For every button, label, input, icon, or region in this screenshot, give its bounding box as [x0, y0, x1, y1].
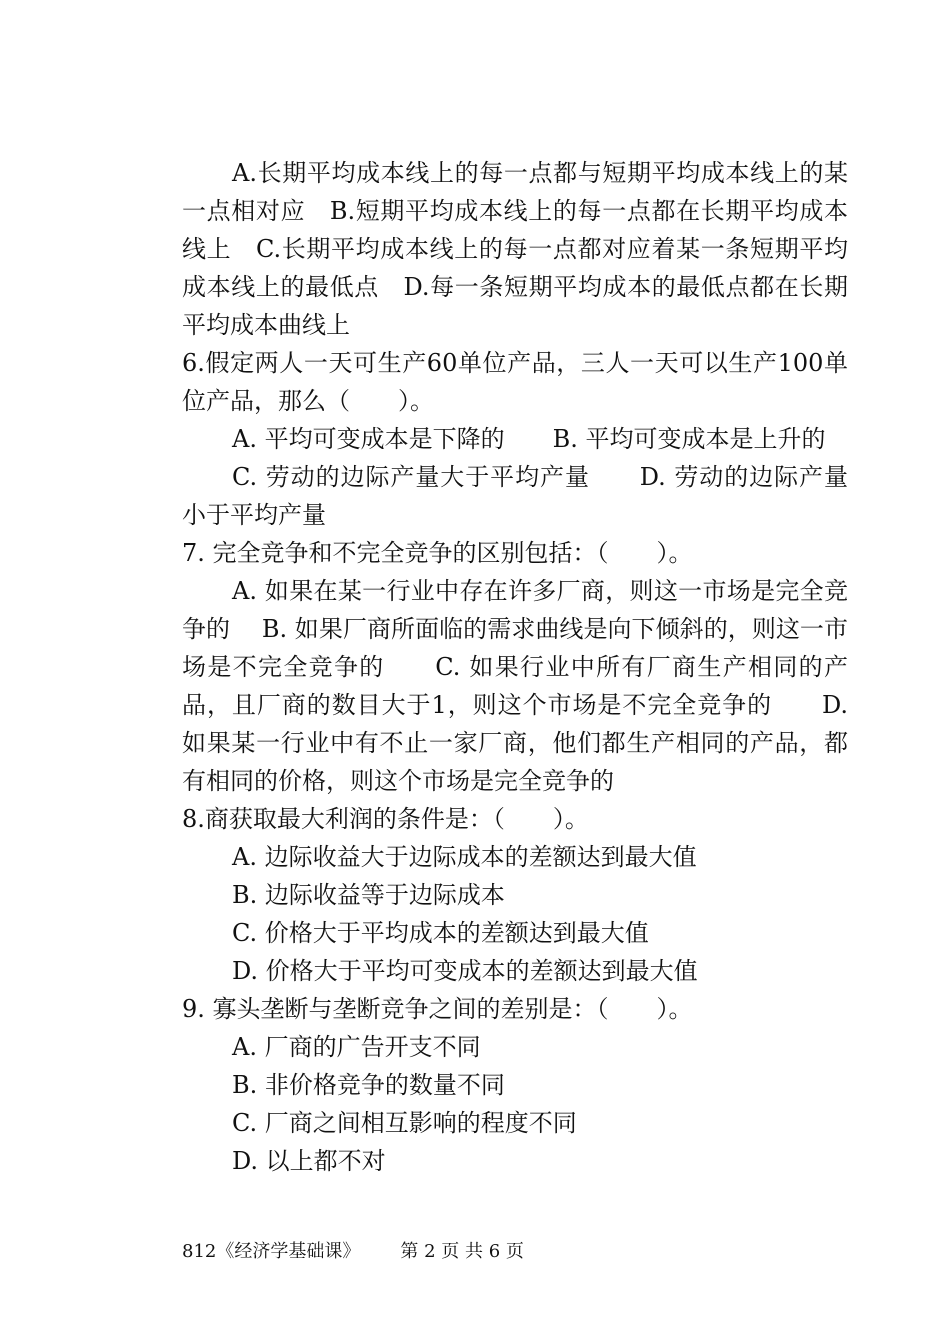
- question-8-stem: 8.商获取最大利润的条件是：（ ）。: [182, 805, 589, 833]
- page-footer: [182, 1240, 524, 1264]
- footer-page-number: 第 2 页 共 6 页: [400, 1241, 524, 1262]
- question-7-stem: 7. 完全竞争和不完全竞争的区别包括：（ ）。: [182, 539, 693, 567]
- question-5-options: A.长期平均成本线上的每一点都与短期平均成本线上的某一点相对应 B.短期平均成本线上的每一点都在长期平均成本线上 C.长期平均成本线上的每一点都对应着某一条短期平均成本线上的最低点 D.每一条短期平均成本的最低点都在长期平均成本曲线上: [182, 159, 848, 339]
- question-9-option-c: C. 厂商之间相互影响的程度不同: [232, 1109, 577, 1137]
- question-8-option-d: D. 价格大于平均可变成本的差额达到最大值: [232, 957, 698, 985]
- question-9-option-a: A. 厂商的广告开支不同: [232, 1033, 481, 1061]
- footer-course-title: 812《经济学基础课》: [182, 1241, 361, 1262]
- question-6-options-line-2: C. 劳动的边际产量大于平均产量 D. 劳动的边际产量小于平均产量: [182, 463, 848, 529]
- question-8-option-c: C. 价格大于平均成本的差额达到最大值: [232, 919, 649, 947]
- question-6-options-line-1: A. 平均可变成本是下降的 B. 平均可变成本是上升的: [232, 425, 826, 453]
- question-9-option-b: B. 非价格竞争的数量不同: [232, 1071, 505, 1099]
- question-8-option-b: B. 边际收益等于边际成本: [232, 881, 505, 909]
- exam-content: [182, 154, 848, 1180]
- question-8-option-a: A. 边际收益大于边际成本的差额达到最大值: [232, 843, 697, 871]
- question-9-option-d: D. 以上都不对: [232, 1147, 386, 1175]
- question-9-stem: 9. 寡头垄断与垄断竞争之间的差别是：（ ）。: [182, 995, 693, 1023]
- question-7-options: A. 如果在某一行业中存在许多厂商，则这一市场是完全竞争的 B. 如果厂商所面临的需求曲线是向下倾斜的，则这一市场是不完全竞争的 C. 如果行业中所有厂商生产相同的产品，且厂商的数目大于1，则这个市场是不完全竞争的 D. 如果某一行业中有不止一家厂商，他们都生产相同的产品，都有相同的价格，则这个市场是完全竞争的: [182, 577, 848, 795]
- question-6-stem: 6.假定两人一天可生产60单位产品，三人一天可以生产100单位产品，那么（ ）。: [182, 349, 848, 415]
